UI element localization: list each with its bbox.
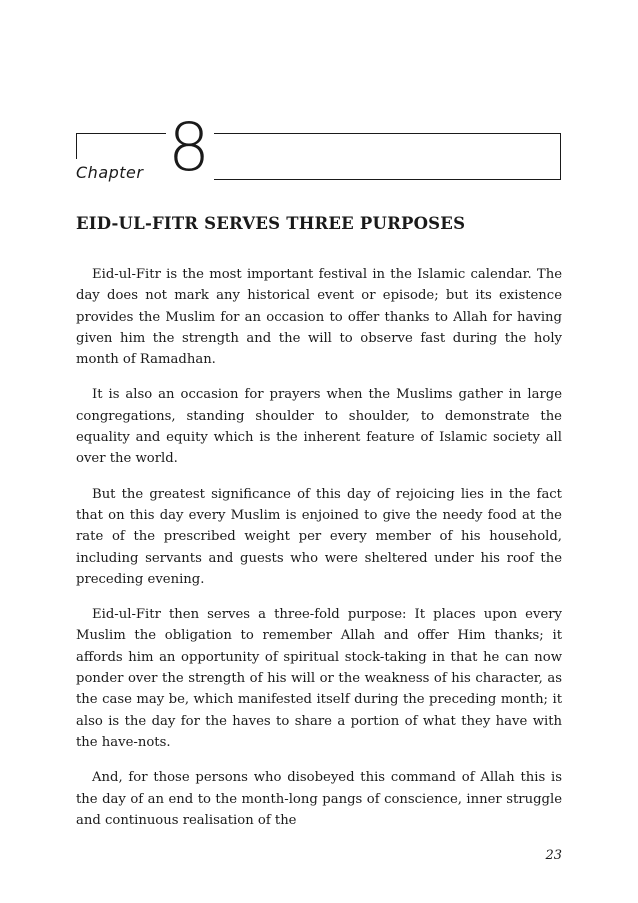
chapter-rule-box (214, 133, 561, 180)
paragraph-3: But the greatest significance of this day of rejoicing lies in the fact that on this day every Muslim is enjoined to give the needy food at the rate of the prescribed weight per every member of his household, including servants and guests who were sheltered under his roof the preceding evening. (76, 486, 562, 587)
paragraph-2: It is also an occasion for prayers when the Muslims gather in large congregations, standing shoulder to shoulder, to demonstrate the equality and equity which is the inherent feature of Islamic society all over the world. (76, 387, 562, 467)
chapter-title: EID-UL-FITR SERVES THREE PURPOSES (76, 214, 466, 233)
paragraph-5: And, for those persons who disobeyed this command of Allah this is the day of an end to the month-long pangs of conscience, inner struggle and continuous realisation of the (76, 770, 562, 828)
chapter-label: Chapter (76, 163, 144, 182)
page-number: 23 (545, 848, 562, 863)
chapter-heading (76, 109, 562, 188)
body-text (76, 264, 562, 845)
paragraph-1: Eid-ul-Fitr is the most important festival in the Islamic calendar. The day does not mark any historical event or episode; but its existence provides the Muslim for an occasion to offer thanks to Allah for having given him the strength and the will to observe fast during the holy month of Ramadhan. (76, 267, 562, 368)
chapter-number: 8 (168, 109, 210, 186)
paragraph-4: Eid-ul-Fitr then serves a three-fold purpose: It places upon every Muslim the obligation to remember Allah and offer Him thanks; it affords him an opportunity of spiritual stock-taking in that he can now ponder over the strength of his will or the weakness of his character, as the case may be, which manifested itself during the preceding month; it also is the day for the haves to share a portion of what they have with the have-nots. (76, 607, 562, 750)
chapter-rule-tick (76, 133, 77, 159)
chapter-rule-left (76, 133, 166, 134)
